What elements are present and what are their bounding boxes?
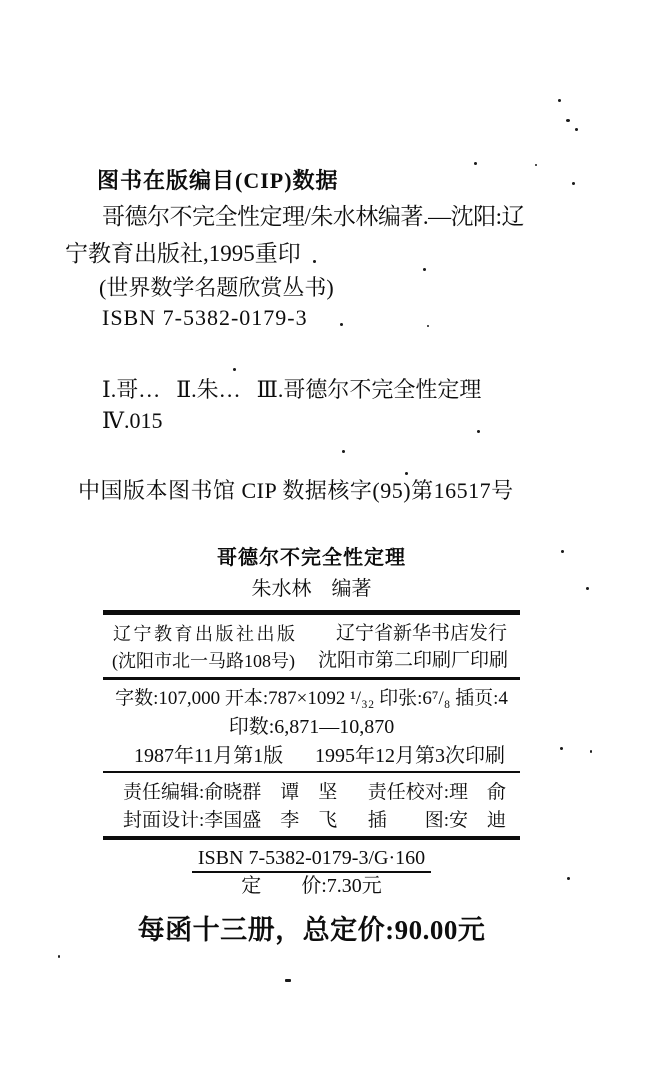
edition-row (103, 744, 520, 768)
table-rule-2 (103, 677, 520, 680)
publisher-address: (沈阳市北一马路108号) (112, 651, 295, 671)
isbn-price-code: ISBN 7-5382-0179-3/G·160 (103, 846, 520, 873)
noise-speck (233, 368, 236, 371)
noise-speck (575, 128, 578, 131)
distributor-name: 辽宁省新华书店发行 (335, 623, 507, 644)
classification-line-2: Ⅳ.015 (102, 408, 163, 433)
noise-speck (427, 325, 429, 327)
noise-speck (567, 877, 570, 880)
noise-speck (423, 268, 426, 271)
book-author: 朱水林 编著 (251, 578, 372, 600)
noise-speck (474, 162, 477, 165)
noise-speck (561, 550, 564, 553)
responsible-editor: 责任编辑:俞晓群 谭 坚 (123, 782, 338, 803)
cip-heading: 图书在版编目(CIP)数据 (97, 168, 339, 193)
classification-item-3: Ⅲ.哥德尔不完全性定理 (256, 377, 482, 402)
cip-entry-line-2: 宁教育出版社,1995重印 (65, 241, 301, 266)
design-row (103, 809, 520, 833)
address-row (103, 649, 520, 673)
printer-name: 沈阳市第二印刷厂印刷 (317, 650, 508, 671)
cip-record-number: 中国版本图书馆 CIP 数据核字(95)第16517号 (78, 478, 514, 503)
noise-speck (340, 323, 343, 326)
cover-designer: 封面设计:李国盛 李 飞 (123, 810, 338, 831)
table-rule-top (103, 610, 520, 615)
noise-speck (342, 450, 345, 453)
noise-speck (572, 182, 575, 185)
noise-speck (560, 747, 563, 750)
noise-speck (313, 260, 316, 263)
set-price-line: 每函十三册，总定价:90.00元 (137, 915, 486, 945)
series-note: (世界数学名题欣赏丛书) (99, 275, 334, 300)
classification-row (102, 373, 481, 404)
table-rule-bottom (103, 836, 520, 840)
book-title: 哥德尔不完全性定理 (217, 547, 406, 569)
noise-speck (558, 99, 561, 102)
print-specs: 字数:107,000 开本:787×1092 ¹/₃₂ 印张:6⁷/₈ 插页:4 (115, 688, 508, 709)
noise-speck (535, 164, 537, 166)
cip-entry-line-1: 哥德尔不完全性定理/朱水林编著.—沈阳:辽 (102, 204, 525, 229)
first-edition-date: 1987年11月第1版 (134, 745, 284, 767)
proofreader: 责任校对:理 俞 (367, 782, 506, 803)
publisher-row (103, 622, 520, 646)
noise-speck (58, 955, 60, 958)
illustrator: 插 图:安 迪 (367, 810, 506, 831)
printing-date: 1995年12月第3次印刷 (315, 745, 505, 767)
noise-speck (586, 587, 589, 590)
classification-item-2: Ⅱ.朱… (176, 377, 241, 402)
noise-speck (477, 430, 480, 433)
colophon-table (103, 545, 520, 898)
isbn-number: ISBN 7-5382-0179-3 (102, 305, 308, 330)
book-price: 定 价:7.30元 (241, 875, 382, 897)
classification-item-1: Ⅰ.哥… (102, 377, 161, 402)
editor-row (103, 781, 520, 805)
noise-speck (566, 119, 570, 122)
noise-speck (590, 750, 592, 753)
table-rule-3 (103, 771, 520, 773)
noise-speck (405, 472, 408, 475)
publisher-name: 辽宁教育出版社出版 (113, 624, 298, 644)
noise-speck (285, 979, 291, 982)
print-run: 印数:6,871—10,870 (228, 716, 395, 738)
